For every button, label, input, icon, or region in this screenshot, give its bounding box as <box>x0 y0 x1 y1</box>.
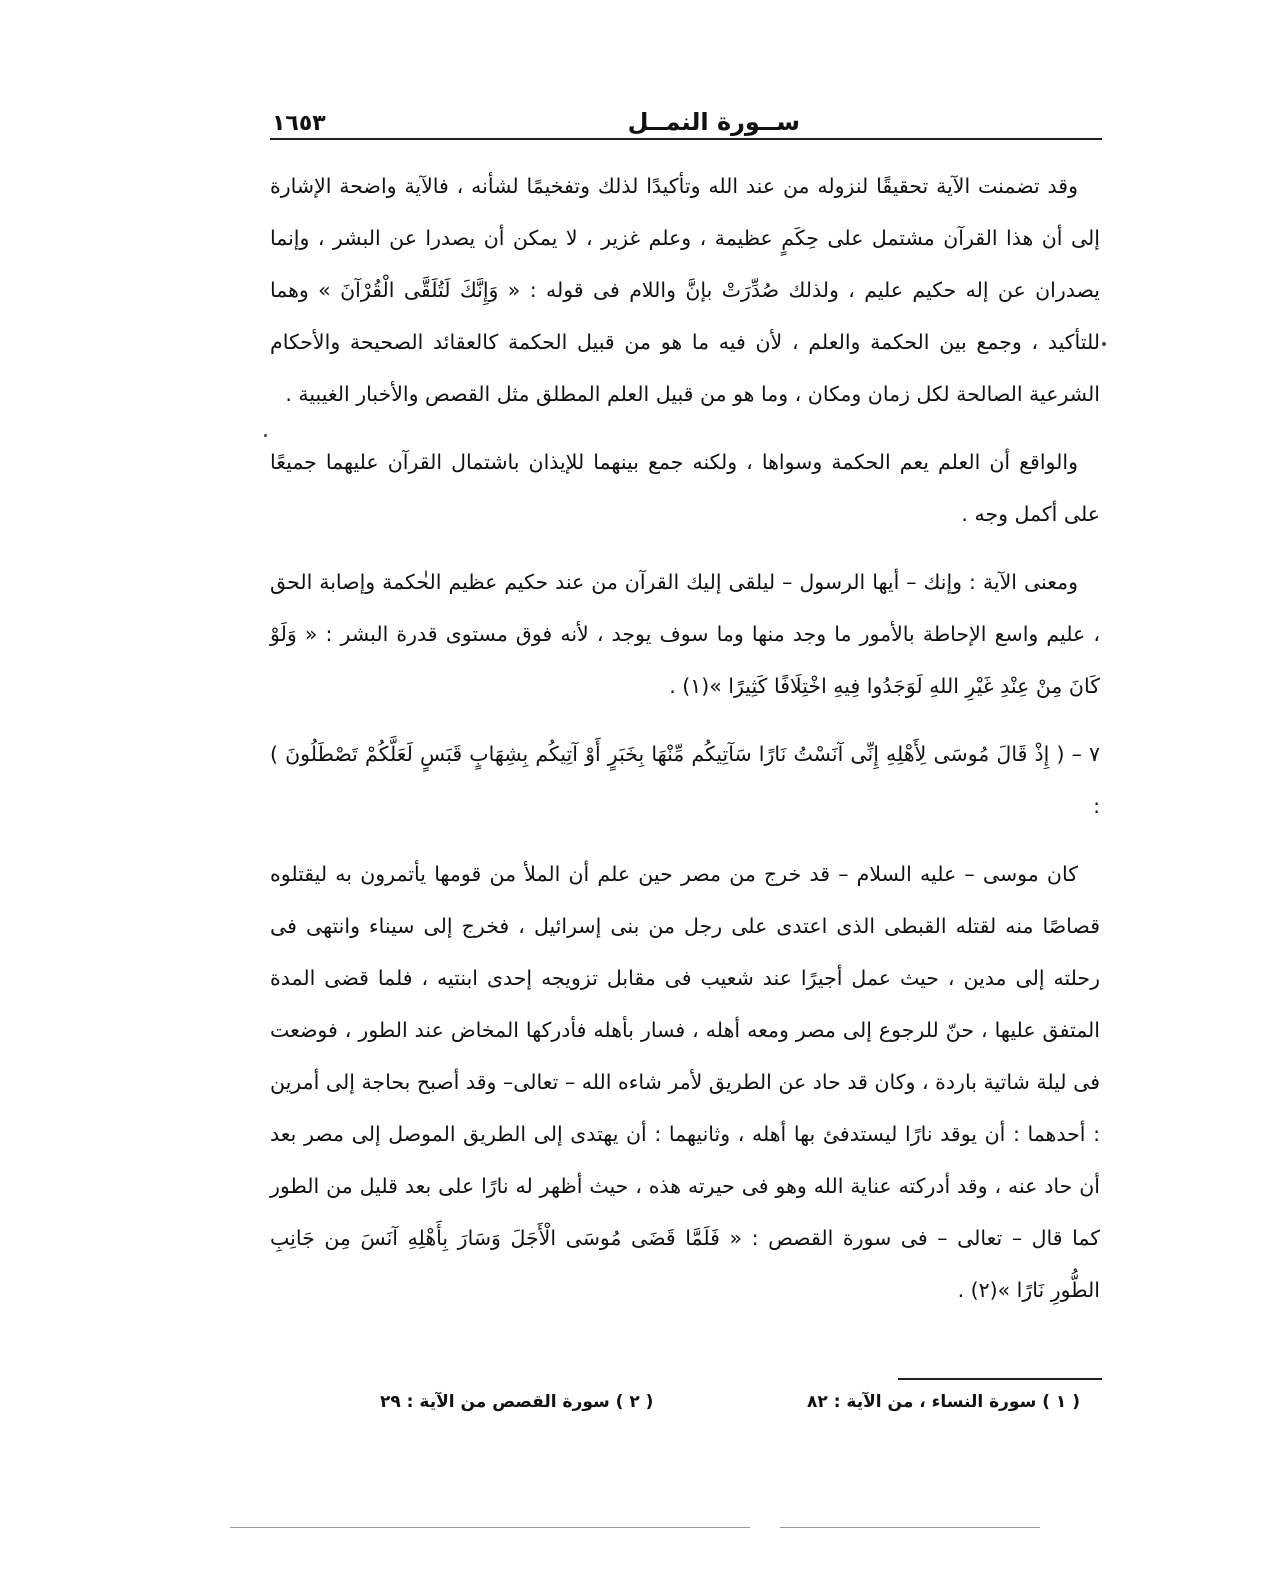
footnote-rule <box>898 1378 1102 1380</box>
paragraph: وقد تضمنت الآية تحقيقًا لنزوله من عند الله وتأكيدًا لذلك وتفخيمًا لشأنه ، فالآية واضحة الإشارة إلى أن هذا القرآن مشتمل على حِكَمٍ عظيمة ، وعلم غزير ، لا يمكن أن يصدرا عن البشر ، وإنما يصدران عن إله حكيم عليم ، ولذلك صُدِّرَتْ بإنَّ واللام فى قوله : « وَإِنَّكَ لَتُلَقَّى الْقُرْآنَ » وهما للتأكيد ، وجمع بين الحكمة والعلم ، لأن فيه ما هو من قبيل الحكمة كالعقائد الصحيحة والأحكام الشرعية الصالحة لكل زمان ومكان ، وما هو من قبيل العلم المطلق مثل القصص والأخبار الغيبية . <box>270 174 1100 406</box>
verse-heading: ٧ – ( إِذْ قَالَ مُوسَى لِأَهْلِهِ إِنِّى آنَسْتُ نَارًا سَآتِيكُم مِّنْهَا بِخَبَرٍ أَوْ آتِيكُم بِشِهَابٍ قَبَسٍ لَعَلَّكُمْ تَصْطَلُونَ ) : <box>270 742 1100 818</box>
surah-title: ســورة النمــل <box>627 108 800 136</box>
footnotes <box>380 1392 1080 1422</box>
main-text <box>270 160 1100 1316</box>
scan-speck <box>1102 342 1106 346</box>
page-number: ١٦٥٣ <box>272 111 326 136</box>
paragraph: ومعنى الآية : وإنك – أيها الرسول – ليلقى إليك القرآن من عند حكيم عظيم الحكمة وإصابة الحق ، عليم واسع الإحاطة بالأمور ما وجد منها وما سوف يوجد ، لأنه فوق مستوى قدرة البشر : « وَلَوْ كَانَ مِنْ عِنْدِ غَيْرِ اللهِ لَوَجَدُوا فِيهِ اخْتِلَافًا كَثِيرًا »(١) . <box>270 570 1100 698</box>
scan-speck <box>264 434 267 437</box>
footnote: ( ١ ) سورة النساء ، من الآية : ٨٢ <box>807 1392 1080 1412</box>
paragraph: والواقع أن العلم يعم الحكمة وسواها ، ولكنه جمع بينهما للإيذان باشتمال القرآن عليهما جميعًا على أكمل وجه . <box>270 450 1100 526</box>
scan-edge-line <box>230 1527 750 1528</box>
footnote: ( ٢ ) سورة القصص من الآية : ٢٩ <box>380 1392 654 1412</box>
scan-edge-line <box>780 1527 1040 1528</box>
paragraph: كان موسى – عليه السلام – قد خرج من مصر حين علم أن الملأ من قومها يأتمرون به ليقتلوه قصاصًا منه لقتله القبطى الذى اعتدى على رجل من بنى إسرائيل ، فخرج إلى سيناء وانتهى فى رحلته إلى مدين ، حيث عمل أجيرًا عند شعيب فى مقابل تزويجه إحدى ابنتيه ، فلما قضى المدة المتفق عليها ، حنّ للرجوع إلى مصر ومعه أهله ، فسار بأهله فأدركها المخاض عند الطور ، فوضعت فى ليلة شاتية باردة ، وكان قد حاد عن الطريق لأمر شاءه الله – تعالى– وقد أصبح بحاجة إلى أمرين : أحدهما : أن يوقد نارًا ليستدفئ بها أهله ، وثانيهما : أن يهتدى إلى الطريق الموصل إلى مصر بعد أن حاد عنه ، وقد أدركته عناية الله وهو فى حيرته هذه ، حيث أظهر له نارًا على بعد قليل من الطور كما قال – تعالى – فى سورة القصص : « فَلَمَّا قَضَى مُوسَى الْأَجَلَ وَسَارَ بِأَهْلِهِ آنَسَ مِن جَانِبِ الطُّورِ نَارًا »(٢) . <box>270 862 1100 1302</box>
header-rule <box>270 138 1102 140</box>
page-header <box>272 96 1100 136</box>
